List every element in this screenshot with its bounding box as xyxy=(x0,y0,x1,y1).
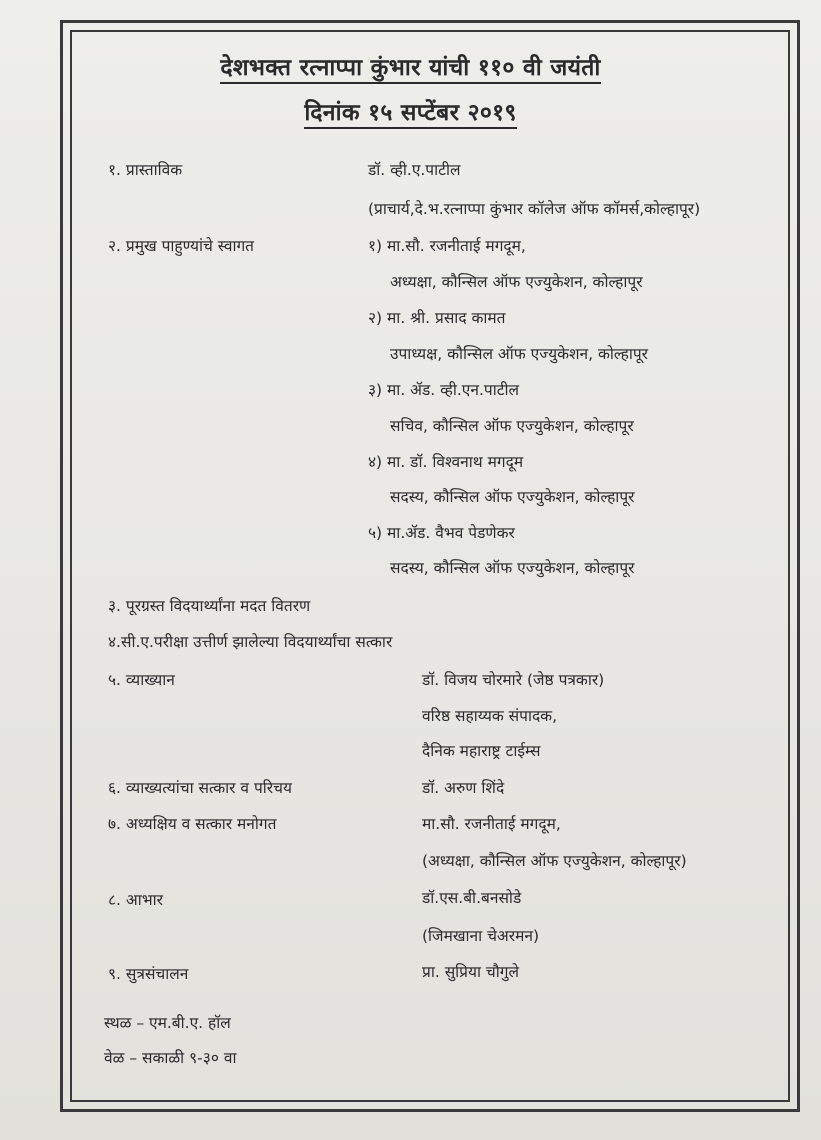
program-item-2: २. प्रमुख पाहुण्यांचे स्वागत xyxy=(108,237,255,255)
item-5-designation: वरिष्ठ सहाय्यक संपादक, xyxy=(422,707,558,725)
program-item-8: ८. आभार xyxy=(108,891,164,909)
guest-5-name: ५) मा.ॲड. वैभव पेडणेकर xyxy=(368,524,515,542)
item-9-person: प्रा. सुप्रिया चौगुले xyxy=(422,963,520,981)
guest-1-name: १) मा.सौ. रजनीताई मगदूम, xyxy=(368,237,526,255)
guest-2-name: २) मा. श्री. प्रसाद कामत xyxy=(368,309,506,327)
venue-text: स्थळ – एम.बी.ए. हॉल xyxy=(104,1014,231,1032)
program-item-5: ५. व्याख्यान xyxy=(108,671,175,689)
guest-3-name: ३) मा. ॲड. व्ही.एन.पाटील xyxy=(368,381,520,399)
guest-4-role: सदस्य, कौन्सिल ऑफ एज्युकेशन, कोल्हापूर xyxy=(390,488,635,506)
guest-3-role: सचिव, कौन्सिल ऑफ एज्युकेशन, कोल्हापूर xyxy=(390,417,634,435)
program-item-9: ९. सुत्रसंचालन xyxy=(108,965,189,983)
guest-5-role: सदस्य, कौन्सिल ऑफ एज्युकेशन, कोल्हापूर xyxy=(390,559,635,577)
program-item-7: ७. अध्यक्षिय व सत्कार मनोगत xyxy=(108,815,277,833)
program-item-6: ६. व्याख्यत्यांचा सत्कार व परिचय xyxy=(108,779,292,797)
program-item-3: ३. पूरग्रस्त विदयार्थ्यांना मदत वितरण xyxy=(108,597,311,615)
item-8-designation: (जिमखाना चेअरमन) xyxy=(422,927,540,945)
program-item-4: ४.सी.ए.परीक्षा उत्तीर्ण झालेल्या विदयार्थ्यांचा सत्कार xyxy=(108,633,393,651)
item-5-newspaper: दैनिक महाराष्ट्र टाईम्स xyxy=(422,742,541,760)
title-line-1: देशभक्त रत्नाप्पा कुंभार यांची ११० वी जयंती xyxy=(0,50,821,82)
item-8-person: डॉ.एस.बी.बनसोडे xyxy=(422,889,522,907)
item-5-speaker: डॉ. विजय चोरमारे (जेष्ठ पत्रकार) xyxy=(422,671,605,689)
item-7-designation: (अध्यक्षा, कौन्सिल ऑफ एज्युकेशन, कोल्हापूर) xyxy=(422,852,687,870)
program-item-1: १. प्रास्ताविक xyxy=(108,161,183,179)
guest-4-name: ४) मा. डॉ. विश्वनाथ मगदूम xyxy=(368,453,524,471)
item-7-person: मा.सौ. रजनीताई मगदूम, xyxy=(422,815,561,833)
guest-1-role: अध्यक्षा, कौन्सिल ऑफ एज्युकेशन, कोल्हापूर xyxy=(390,273,643,291)
title-line-2: दिनांक १५ सप्टेंबर २०१९ xyxy=(0,95,821,127)
guest-2-role: उपाध्यक्ष, कौन्सिल ऑफ एज्युकेशन, कोल्हापूर xyxy=(390,345,648,363)
item-6-person: डॉ. अरुण शिंदे xyxy=(422,779,505,797)
item-1-speaker-title: (प्राचार्य,दे.भ.रत्नाप्पा कुंभार कॉलेज ऑफ कॉमर्स,कोल्हापूर) xyxy=(368,200,701,218)
item-1-speaker: डॉ. व्ही.ए.पाटील xyxy=(368,161,461,179)
time-text: वेळ – सकाळी ९-३० वा xyxy=(104,1049,237,1067)
